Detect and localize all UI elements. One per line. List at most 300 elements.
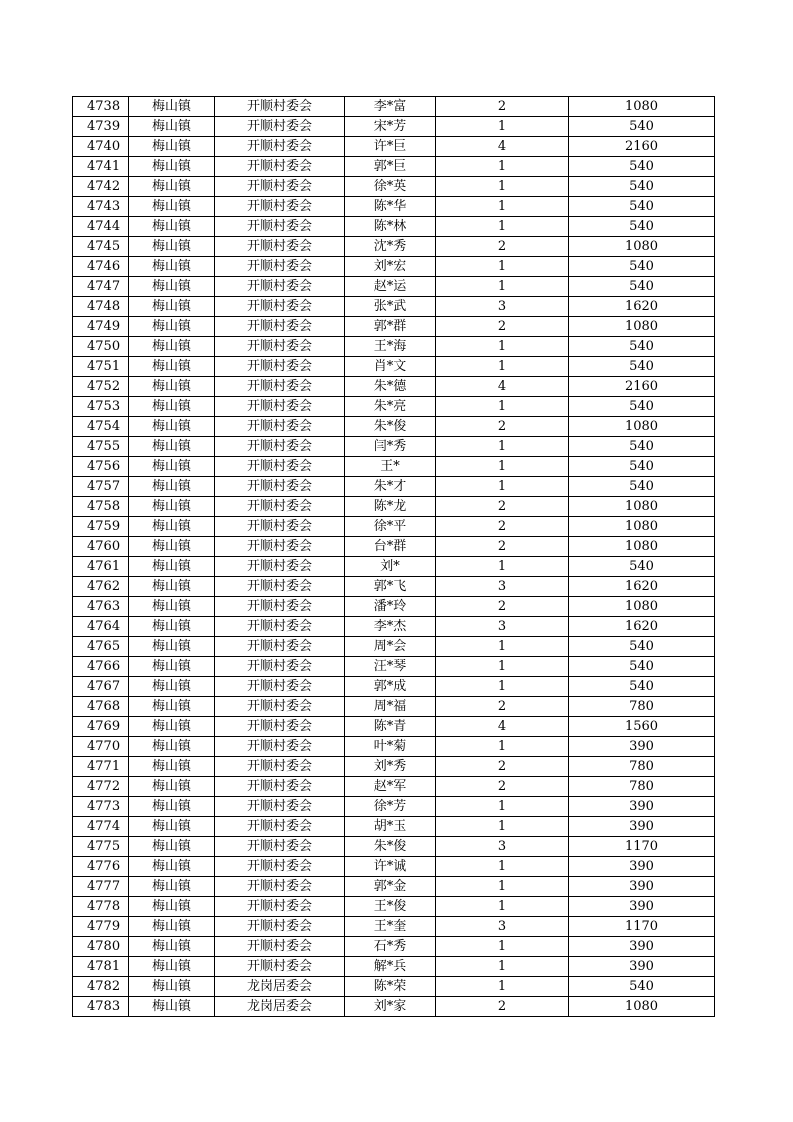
household-count-cell: 1 — [436, 257, 569, 277]
name-cell: 陈*龙 — [345, 497, 436, 517]
household-count-cell: 2 — [436, 537, 569, 557]
table-row — [73, 417, 715, 437]
amount-cell: 540 — [569, 277, 715, 297]
table-row — [73, 337, 715, 357]
town-cell: 梅山镇 — [129, 937, 215, 957]
table-row — [73, 657, 715, 677]
name-cell: 宋*芳 — [345, 117, 436, 137]
row-number-cell: 4756 — [73, 457, 129, 477]
town-cell: 梅山镇 — [129, 897, 215, 917]
row-number-cell: 4770 — [73, 737, 129, 757]
table-row — [73, 137, 715, 157]
amount-cell: 540 — [569, 257, 715, 277]
amount-cell: 540 — [569, 357, 715, 377]
town-cell: 梅山镇 — [129, 977, 215, 997]
household-count-cell: 1 — [436, 477, 569, 497]
table-row — [73, 177, 715, 197]
town-cell: 梅山镇 — [129, 637, 215, 657]
household-count-cell: 2 — [436, 597, 569, 617]
row-number-cell: 4747 — [73, 277, 129, 297]
amount-cell: 540 — [569, 457, 715, 477]
roster-table — [72, 96, 715, 1017]
amount-cell: 780 — [569, 757, 715, 777]
row-number-cell: 4764 — [73, 617, 129, 637]
amount-cell: 780 — [569, 777, 715, 797]
town-cell: 梅山镇 — [129, 337, 215, 357]
household-count-cell: 1 — [436, 737, 569, 757]
row-number-cell: 4744 — [73, 217, 129, 237]
name-cell: 王* — [345, 457, 436, 477]
amount-cell: 2160 — [569, 377, 715, 397]
village-committee-cell: 开顺村委会 — [215, 117, 345, 137]
row-number-cell: 4762 — [73, 577, 129, 597]
household-count-cell: 1 — [436, 457, 569, 477]
row-number-cell: 4773 — [73, 797, 129, 817]
table-row — [73, 537, 715, 557]
town-cell: 梅山镇 — [129, 317, 215, 337]
row-number-cell: 4753 — [73, 397, 129, 417]
row-number-cell: 4761 — [73, 557, 129, 577]
village-committee-cell: 开顺村委会 — [215, 177, 345, 197]
household-count-cell: 3 — [436, 617, 569, 637]
town-cell: 梅山镇 — [129, 497, 215, 517]
town-cell: 梅山镇 — [129, 757, 215, 777]
row-number-cell: 4783 — [73, 997, 129, 1017]
amount-cell: 390 — [569, 857, 715, 877]
village-committee-cell: 开顺村委会 — [215, 957, 345, 977]
name-cell: 刘*家 — [345, 997, 436, 1017]
household-count-cell: 1 — [436, 977, 569, 997]
village-committee-cell: 开顺村委会 — [215, 717, 345, 737]
row-number-cell: 4752 — [73, 377, 129, 397]
household-count-cell: 3 — [436, 837, 569, 857]
table-row — [73, 157, 715, 177]
table-row — [73, 117, 715, 137]
row-number-cell: 4748 — [73, 297, 129, 317]
name-cell: 朱*俊 — [345, 417, 436, 437]
row-number-cell: 4776 — [73, 857, 129, 877]
household-count-cell: 2 — [436, 517, 569, 537]
town-cell: 梅山镇 — [129, 357, 215, 377]
table-row — [73, 297, 715, 317]
name-cell: 陈*林 — [345, 217, 436, 237]
name-cell: 沈*秀 — [345, 237, 436, 257]
household-count-cell: 2 — [436, 417, 569, 437]
amount-cell: 1080 — [569, 597, 715, 617]
town-cell: 梅山镇 — [129, 257, 215, 277]
row-number-cell: 4758 — [73, 497, 129, 517]
amount-cell: 390 — [569, 957, 715, 977]
name-cell: 周*会 — [345, 637, 436, 657]
household-count-cell: 2 — [436, 497, 569, 517]
amount-cell: 1080 — [569, 237, 715, 257]
town-cell: 梅山镇 — [129, 197, 215, 217]
name-cell: 李*杰 — [345, 617, 436, 637]
amount-cell: 780 — [569, 697, 715, 717]
village-committee-cell: 开顺村委会 — [215, 337, 345, 357]
village-committee-cell: 开顺村委会 — [215, 97, 345, 117]
row-number-cell: 4771 — [73, 757, 129, 777]
village-committee-cell: 开顺村委会 — [215, 917, 345, 937]
amount-cell: 540 — [569, 977, 715, 997]
row-number-cell: 4739 — [73, 117, 129, 137]
amount-cell: 390 — [569, 797, 715, 817]
table-row — [73, 557, 715, 577]
household-count-cell: 2 — [436, 757, 569, 777]
town-cell: 梅山镇 — [129, 577, 215, 597]
village-committee-cell: 开顺村委会 — [215, 757, 345, 777]
amount-cell: 1620 — [569, 577, 715, 597]
row-number-cell: 4757 — [73, 477, 129, 497]
village-committee-cell: 开顺村委会 — [215, 417, 345, 437]
household-count-cell: 1 — [436, 177, 569, 197]
table-row — [73, 937, 715, 957]
household-count-cell: 1 — [436, 117, 569, 137]
village-committee-cell: 开顺村委会 — [215, 837, 345, 857]
name-cell: 王*海 — [345, 337, 436, 357]
household-count-cell: 4 — [436, 137, 569, 157]
name-cell: 陈*青 — [345, 717, 436, 737]
amount-cell: 540 — [569, 657, 715, 677]
table-row — [73, 317, 715, 337]
village-committee-cell: 开顺村委会 — [215, 517, 345, 537]
table-row — [73, 97, 715, 117]
table-row — [73, 577, 715, 597]
village-committee-cell: 开顺村委会 — [215, 277, 345, 297]
town-cell: 梅山镇 — [129, 917, 215, 937]
row-number-cell: 4782 — [73, 977, 129, 997]
household-count-cell: 1 — [436, 157, 569, 177]
amount-cell: 1620 — [569, 617, 715, 637]
town-cell: 梅山镇 — [129, 217, 215, 237]
name-cell: 李*富 — [345, 97, 436, 117]
household-count-cell: 2 — [436, 317, 569, 337]
household-count-cell: 1 — [436, 277, 569, 297]
village-committee-cell: 开顺村委会 — [215, 137, 345, 157]
household-count-cell: 1 — [436, 197, 569, 217]
table-row — [73, 237, 715, 257]
table-row — [73, 757, 715, 777]
town-cell: 梅山镇 — [129, 137, 215, 157]
town-cell: 梅山镇 — [129, 297, 215, 317]
town-cell: 梅山镇 — [129, 117, 215, 137]
amount-cell: 1170 — [569, 917, 715, 937]
village-committee-cell: 开顺村委会 — [215, 797, 345, 817]
town-cell: 梅山镇 — [129, 417, 215, 437]
amount-cell: 390 — [569, 737, 715, 757]
household-count-cell: 3 — [436, 917, 569, 937]
table-row — [73, 197, 715, 217]
household-count-cell: 4 — [436, 377, 569, 397]
name-cell: 闫*秀 — [345, 437, 436, 457]
name-cell: 肖*文 — [345, 357, 436, 377]
row-number-cell: 4746 — [73, 257, 129, 277]
row-number-cell: 4749 — [73, 317, 129, 337]
village-committee-cell: 开顺村委会 — [215, 197, 345, 217]
name-cell: 陈*荣 — [345, 977, 436, 997]
village-committee-cell: 开顺村委会 — [215, 657, 345, 677]
table-row — [73, 897, 715, 917]
village-committee-cell: 开顺村委会 — [215, 897, 345, 917]
village-committee-cell: 开顺村委会 — [215, 457, 345, 477]
town-cell: 梅山镇 — [129, 957, 215, 977]
name-cell: 郭*群 — [345, 317, 436, 337]
name-cell: 朱*亮 — [345, 397, 436, 417]
name-cell: 陈*华 — [345, 197, 436, 217]
table-row — [73, 217, 715, 237]
name-cell: 朱*德 — [345, 377, 436, 397]
village-committee-cell: 开顺村委会 — [215, 817, 345, 837]
row-number-cell: 4775 — [73, 837, 129, 857]
village-committee-cell: 开顺村委会 — [215, 317, 345, 337]
table-row — [73, 357, 715, 377]
table-row — [73, 857, 715, 877]
table-row — [73, 497, 715, 517]
village-committee-cell: 开顺村委会 — [215, 577, 345, 597]
village-committee-cell: 开顺村委会 — [215, 617, 345, 637]
household-count-cell: 3 — [436, 297, 569, 317]
amount-cell: 1080 — [569, 417, 715, 437]
table-row — [73, 817, 715, 837]
village-committee-cell: 龙岗居委会 — [215, 997, 345, 1017]
village-committee-cell: 开顺村委会 — [215, 857, 345, 877]
name-cell: 刘*秀 — [345, 757, 436, 777]
row-number-cell: 4778 — [73, 897, 129, 917]
amount-cell: 540 — [569, 157, 715, 177]
table-row — [73, 977, 715, 997]
row-number-cell: 4763 — [73, 597, 129, 617]
table-row — [73, 377, 715, 397]
household-count-cell: 3 — [436, 577, 569, 597]
name-cell: 朱*才 — [345, 477, 436, 497]
town-cell: 梅山镇 — [129, 517, 215, 537]
amount-cell: 540 — [569, 117, 715, 137]
row-number-cell: 4769 — [73, 717, 129, 737]
amount-cell: 540 — [569, 397, 715, 417]
name-cell: 潘*玲 — [345, 597, 436, 617]
household-count-cell: 1 — [436, 817, 569, 837]
town-cell: 梅山镇 — [129, 477, 215, 497]
table-row — [73, 717, 715, 737]
amount-cell: 1080 — [569, 537, 715, 557]
name-cell: 叶*菊 — [345, 737, 436, 757]
name-cell: 刘*宏 — [345, 257, 436, 277]
name-cell: 徐*芳 — [345, 797, 436, 817]
row-number-cell: 4759 — [73, 517, 129, 537]
table-row — [73, 437, 715, 457]
name-cell: 朱*俊 — [345, 837, 436, 857]
name-cell: 汪*琴 — [345, 657, 436, 677]
table-row — [73, 397, 715, 417]
amount-cell: 1080 — [569, 97, 715, 117]
amount-cell: 540 — [569, 217, 715, 237]
name-cell: 石*秀 — [345, 937, 436, 957]
amount-cell: 1080 — [569, 317, 715, 337]
village-committee-cell: 开顺村委会 — [215, 537, 345, 557]
household-count-cell: 1 — [436, 217, 569, 237]
village-committee-cell: 开顺村委会 — [215, 297, 345, 317]
household-count-cell: 4 — [436, 717, 569, 737]
town-cell: 梅山镇 — [129, 697, 215, 717]
name-cell: 许*巨 — [345, 137, 436, 157]
town-cell: 梅山镇 — [129, 857, 215, 877]
row-number-cell: 4766 — [73, 657, 129, 677]
row-number-cell: 4738 — [73, 97, 129, 117]
household-count-cell: 2 — [436, 237, 569, 257]
village-committee-cell: 开顺村委会 — [215, 557, 345, 577]
table-row — [73, 597, 715, 617]
amount-cell: 1620 — [569, 297, 715, 317]
amount-cell: 540 — [569, 197, 715, 217]
household-count-cell: 1 — [436, 337, 569, 357]
row-number-cell: 4772 — [73, 777, 129, 797]
table-row — [73, 457, 715, 477]
household-count-cell: 1 — [436, 797, 569, 817]
village-committee-cell: 开顺村委会 — [215, 397, 345, 417]
row-number-cell: 4755 — [73, 437, 129, 457]
household-count-cell: 1 — [436, 937, 569, 957]
table-row — [73, 257, 715, 277]
amount-cell: 1170 — [569, 837, 715, 857]
amount-cell: 540 — [569, 437, 715, 457]
household-count-cell: 2 — [436, 997, 569, 1017]
village-committee-cell: 开顺村委会 — [215, 497, 345, 517]
table-row — [73, 997, 715, 1017]
household-count-cell: 2 — [436, 97, 569, 117]
town-cell: 梅山镇 — [129, 397, 215, 417]
household-count-cell: 1 — [436, 637, 569, 657]
name-cell: 解*兵 — [345, 957, 436, 977]
table-row — [73, 617, 715, 637]
row-number-cell: 4774 — [73, 817, 129, 837]
town-cell: 梅山镇 — [129, 617, 215, 637]
amount-cell: 1080 — [569, 517, 715, 537]
row-number-cell: 4743 — [73, 197, 129, 217]
town-cell: 梅山镇 — [129, 557, 215, 577]
table-row — [73, 477, 715, 497]
household-count-cell: 1 — [436, 857, 569, 877]
table-row — [73, 737, 715, 757]
name-cell: 郭*成 — [345, 677, 436, 697]
amount-cell: 540 — [569, 337, 715, 357]
village-committee-cell: 开顺村委会 — [215, 157, 345, 177]
village-committee-cell: 开顺村委会 — [215, 217, 345, 237]
name-cell: 许*诚 — [345, 857, 436, 877]
amount-cell: 390 — [569, 937, 715, 957]
village-committee-cell: 开顺村委会 — [215, 637, 345, 657]
town-cell: 梅山镇 — [129, 797, 215, 817]
village-committee-cell: 开顺村委会 — [215, 777, 345, 797]
name-cell: 王*俊 — [345, 897, 436, 917]
row-number-cell: 4780 — [73, 937, 129, 957]
amount-cell: 2160 — [569, 137, 715, 157]
village-committee-cell: 开顺村委会 — [215, 877, 345, 897]
village-committee-cell: 开顺村委会 — [215, 437, 345, 457]
town-cell: 梅山镇 — [129, 997, 215, 1017]
household-count-cell: 1 — [436, 877, 569, 897]
amount-cell: 390 — [569, 877, 715, 897]
town-cell: 梅山镇 — [129, 237, 215, 257]
name-cell: 郭*巨 — [345, 157, 436, 177]
town-cell: 梅山镇 — [129, 157, 215, 177]
row-number-cell: 4742 — [73, 177, 129, 197]
household-count-cell: 1 — [436, 677, 569, 697]
household-count-cell: 1 — [436, 557, 569, 577]
household-count-cell: 1 — [436, 437, 569, 457]
row-number-cell: 4750 — [73, 337, 129, 357]
village-committee-cell: 开顺村委会 — [215, 357, 345, 377]
amount-cell: 540 — [569, 557, 715, 577]
village-committee-cell: 开顺村委会 — [215, 737, 345, 757]
village-committee-cell: 开顺村委会 — [215, 477, 345, 497]
table-row — [73, 797, 715, 817]
table-row — [73, 837, 715, 857]
row-number-cell: 4740 — [73, 137, 129, 157]
name-cell: 王*奎 — [345, 917, 436, 937]
table-row — [73, 697, 715, 717]
row-number-cell: 4760 — [73, 537, 129, 557]
village-committee-cell: 开顺村委会 — [215, 597, 345, 617]
row-number-cell: 4745 — [73, 237, 129, 257]
village-committee-cell: 开顺村委会 — [215, 937, 345, 957]
town-cell: 梅山镇 — [129, 97, 215, 117]
table-row — [73, 517, 715, 537]
town-cell: 梅山镇 — [129, 677, 215, 697]
name-cell: 周*福 — [345, 697, 436, 717]
household-count-cell: 1 — [436, 397, 569, 417]
town-cell: 梅山镇 — [129, 457, 215, 477]
table-row — [73, 777, 715, 797]
table-row — [73, 277, 715, 297]
row-number-cell: 4779 — [73, 917, 129, 937]
village-committee-cell: 开顺村委会 — [215, 257, 345, 277]
town-cell: 梅山镇 — [129, 657, 215, 677]
row-number-cell: 4741 — [73, 157, 129, 177]
town-cell: 梅山镇 — [129, 537, 215, 557]
name-cell: 刘* — [345, 557, 436, 577]
town-cell: 梅山镇 — [129, 277, 215, 297]
village-committee-cell: 开顺村委会 — [215, 697, 345, 717]
town-cell: 梅山镇 — [129, 737, 215, 757]
household-count-cell: 2 — [436, 777, 569, 797]
name-cell: 赵*运 — [345, 277, 436, 297]
row-number-cell: 4781 — [73, 957, 129, 977]
town-cell: 梅山镇 — [129, 377, 215, 397]
amount-cell: 1560 — [569, 717, 715, 737]
household-count-cell: 1 — [436, 357, 569, 377]
village-committee-cell: 龙岗居委会 — [215, 977, 345, 997]
name-cell: 胡*玉 — [345, 817, 436, 837]
town-cell: 梅山镇 — [129, 777, 215, 797]
name-cell: 赵*军 — [345, 777, 436, 797]
amount-cell: 540 — [569, 637, 715, 657]
table-row — [73, 877, 715, 897]
row-number-cell: 4777 — [73, 877, 129, 897]
table-row — [73, 917, 715, 937]
village-committee-cell: 开顺村委会 — [215, 677, 345, 697]
table-row — [73, 637, 715, 657]
amount-cell: 390 — [569, 897, 715, 917]
town-cell: 梅山镇 — [129, 177, 215, 197]
amount-cell: 540 — [569, 477, 715, 497]
amount-cell: 1080 — [569, 997, 715, 1017]
name-cell: 郭*金 — [345, 877, 436, 897]
household-count-cell: 1 — [436, 957, 569, 977]
amount-cell: 540 — [569, 177, 715, 197]
town-cell: 梅山镇 — [129, 437, 215, 457]
row-number-cell: 4767 — [73, 677, 129, 697]
village-committee-cell: 开顺村委会 — [215, 237, 345, 257]
